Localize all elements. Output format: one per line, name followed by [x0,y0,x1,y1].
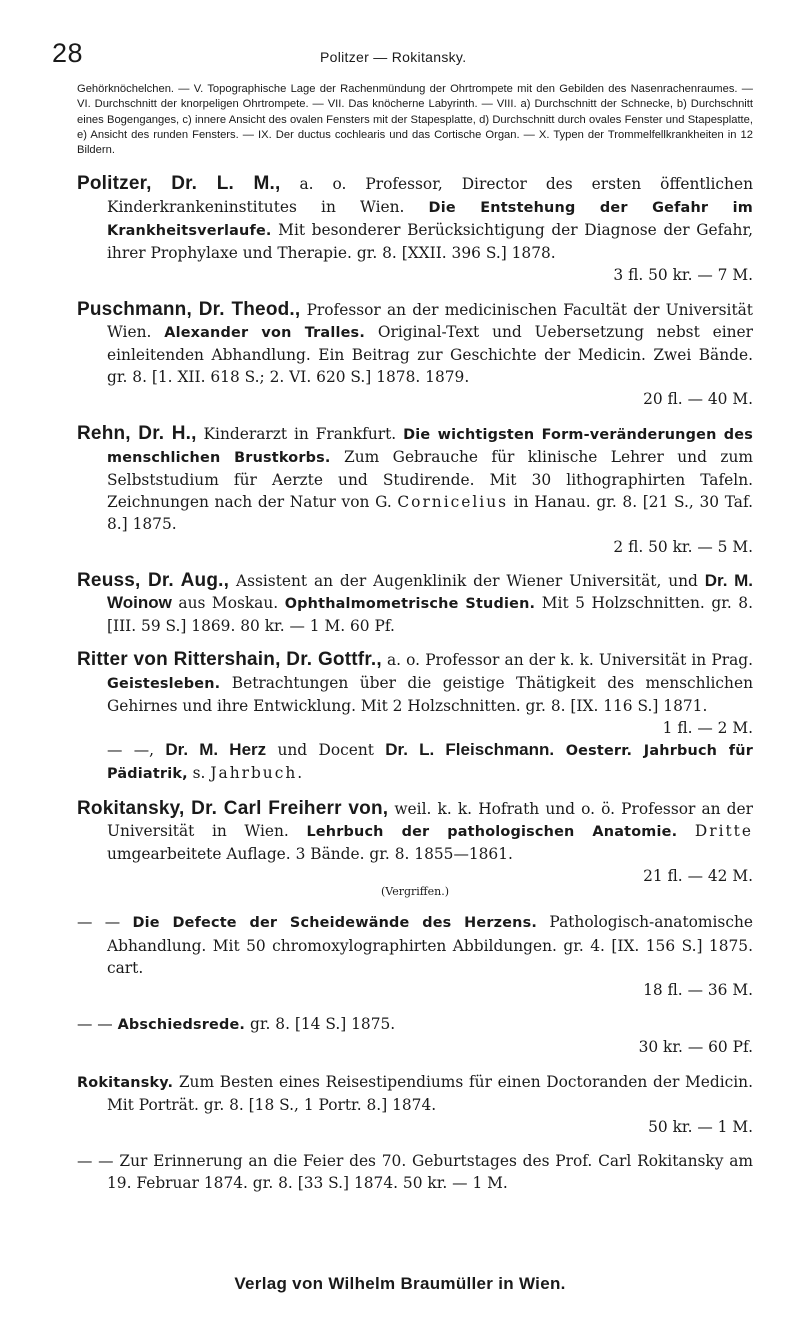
price: 18 fl. — 36 M. [643,980,753,999]
ditto-dash: — — [77,1015,118,1034]
price: 50 kr. — 1 M. [648,1118,753,1136]
book-details: Mit 5 Holzschnitten. gr. 8. [III. 59 S.] 1869. 80 kr. — 1 M. 60 Pf. [107,593,753,636]
book-title: Die wichtigsten Form-veränderungen des menschlichen Brustkorbs. [107,426,753,466]
book-details: Betrachtungen über die geistige Thätigkeit des menschlichen Gehirnes und ihre Entwicklung. Mit 2 Holzschnitten. gr. 8. [IX. 116 S.] 1871. [107,673,753,715]
book-title: Geistesleben. [107,675,221,692]
catalog-entry-rokitansky-defecte [77,911,753,1001]
price: 30 kr. — 60 Pf. [638,1038,753,1057]
book-title: Lehrbuch der pathologischen Anatomie. [306,823,678,840]
book-title: Oesterr. Jahrbuch für Pädiatrik, [107,743,753,783]
price: 1 fl. — 2 M. [662,718,753,737]
price: 3 fl. 50 kr. — 7 M. [613,266,753,285]
author-name: Puschmann, Dr. Theod., [77,298,301,320]
catalog-entry-rokitansky-erinnerung [77,1150,753,1194]
sub-entry-dash: — —, [107,741,166,760]
out-of-print-note: (Vergriffen.) [380,885,449,899]
author-name: Rokitansky, Dr. Carl Freiherr von, [77,797,389,819]
author-description: weil. k. k. Hofrath und o. ö. Professor an der Universität in Wien. [107,799,753,840]
book-details: umgearbeitete Auflage. 3 Bände. gr. 8. 1855—1861. [107,844,513,863]
illustrator-name: Cornicelius [397,493,509,512]
catalog-entry-puschmann [77,299,753,411]
price: 21 fl. — 42 M. [643,867,753,886]
catalog-entry-politzer [77,173,753,286]
ditto-dash: — — [77,1152,120,1171]
price: 20 fl. — 40 M. [643,390,753,409]
running-head: Politzer — Rokitansky. [320,49,467,65]
book-details: Zur Erinnerung an die Feier des 70. Geburtstages des Prof. Carl Rokitansky am 19. Februar 1874. gr. 8. [33 S.] 1874. 50 kr. — 1 M. [107,1152,753,1193]
author-description: Kinderarzt in Frankfurt. [196,424,404,443]
cross-reference-target: Jahrbuch. [210,764,305,783]
ditto-dash: — — [77,913,133,932]
book-title: Ophthalmometrische Studien. [284,595,536,612]
book-title: Die Defecte der Scheidewände des Herzens. [132,915,538,932]
catalog-entry-rokitansky-abschiedsrede [77,1013,753,1058]
coauthor-name: Dr. M. Herz [165,740,267,760]
coauthor-name: Dr. M. Woinow [107,570,753,612]
price: 2 fl. 50 kr. — 5 M. [613,537,753,556]
contents-list-continued: Gehörknöchelchen. — V. Topographische Lage der Rachenmündung der Ohrtrompete mit den Gebilden des Nasenrachenraumes. — VI. Durchschnitt der knorpeligen Ohrtrompete. — VII. Das knöcherne Labyrinth. — VIII. a) Durchschnitt der Schnecke, b) Durchschnitt eines Bogenganges, c) innere Ansicht des ovalen Fensters mit der Stapesplatte, d) Durchschnitt durch ovales Fenster und Stapesplatte, e) Ansicht des runden Fensters. — IX. Der ductus cochlearis und das Cortische Organ. — X. Typen der Trommelfellkrankheiten in 12 Bildern. [77,83,753,157]
catalog-content [77,82,753,1207]
edition-word: Dritte [694,821,753,840]
author-description: Professor an der medicinischen Facultät der Universität Wien. [107,300,753,341]
book-details: Original-Text und Uebersetzung nebst einer einleitenden Abhandlung. Ein Beitrag zur Geschichte der Medicin. Zwei Bände. gr. 8. [1. XII. 618 S.; 2. VI. 620 S.] 1878. 1879. [107,322,754,387]
catalog-entry-rittershain [77,649,753,785]
publisher-footer: Verlag von Wilhelm Braumüller in Wien. [234,1274,566,1293]
book-details: gr. 8. [14 S.] 1875. [245,1015,396,1034]
author-name: Rehn, Dr. H., [77,422,197,444]
coauthor-joiner: und Docent [266,741,386,760]
book-details: Zum Gebrauche für klinische Lehrer und zum Selbststudium für Aerzte und Studirende. Mit 30 lithographirten Tafeln. Zeichnungen nach der Natur von G. [107,447,753,512]
author-description: Assistent an der Augenklinik der Wiener Universität, und [229,571,705,590]
book-title: Alexander von Tralles. [164,324,365,341]
book-details: Pathologisch-anatomische Abhandlung. Mit 50 chromoxylographirten Abbildungen. gr. 4. [IX. 156 S.] 1875. cart. [107,913,753,977]
book-details: Zum Besten eines Reisestipendiums für einen Doctoranden der Medicin. Mit Porträt. gr. 8. [18 S., 1 Portr. 8.] 1874. [107,1072,753,1114]
book-details-cont: in Hanau. gr. 8. [21 S., 30 Taf. 8.] 1875. [107,493,754,534]
book-title: Abschiedsrede. [117,1017,246,1034]
catalog-entry-rokitansky-stipendium [77,1071,753,1139]
author-description: a. o. Professor an der k. k. Universität in Prag. [381,651,753,670]
book-details: Mit besonderer Berücksichtigung der Diagnose der Gefahr, ihrer Prophylaxe und Therapie. gr. 8. [XXII. 396 S.] 1878. [107,220,753,263]
catalog-entry-reuss [77,570,753,638]
catalog-entry-rokitansky [77,798,753,900]
author-name: Politzer, Dr. L. M., [77,173,281,195]
catalog-entry-rehn [77,423,753,558]
book-title: Die Entstehung der Gefahr im Krankheitsverlaufe. [107,199,753,239]
author-name: Rokitansky. [77,1074,174,1091]
cross-reference: s. [187,764,211,783]
author-description: a. o. Professor, Director des ersten öffentlichen Kinderkrankeninstitutes in Wien. [107,175,753,216]
coauthor-name: Dr. L. Fleischmann. [385,740,555,760]
author-name: Reuss, Dr. Aug., [77,569,230,591]
coauthor-description: aus Moskau. [171,593,285,612]
page-number: 28 [52,38,84,68]
author-name: Ritter von Rittershain, Dr. Gottfr., [77,649,382,671]
